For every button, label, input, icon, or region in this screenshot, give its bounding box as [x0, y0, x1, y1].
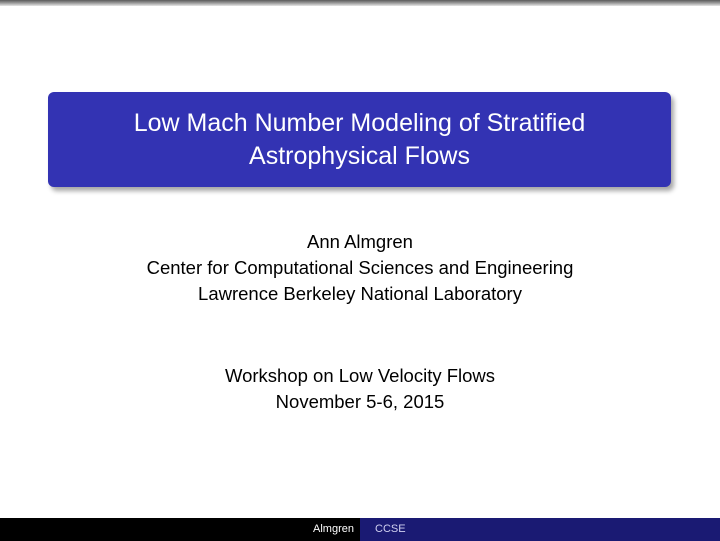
event-date: November 5-6, 2015 [275, 391, 445, 412]
title-box [48, 92, 671, 187]
event-name: Workshop on Low Velocity Flows [224, 365, 496, 386]
footer-author: Almgren [313, 523, 354, 535]
event-block [0, 363, 720, 415]
author-name: Ann Almgren [307, 231, 413, 252]
footer-bar [0, 518, 720, 541]
top-rule [0, 0, 720, 6]
author-affiliation-1: Center for Computational Sciences and Engineering [146, 257, 574, 278]
author-block [0, 229, 720, 307]
author-affiliation-2: Lawrence Berkeley National Laboratory [198, 283, 522, 304]
title-line-2: Astrophysical Flows [249, 141, 470, 170]
footer-title: CCSE [360, 518, 720, 541]
title-line-1: Low Mach Number Modeling of Stratified [133, 108, 586, 137]
